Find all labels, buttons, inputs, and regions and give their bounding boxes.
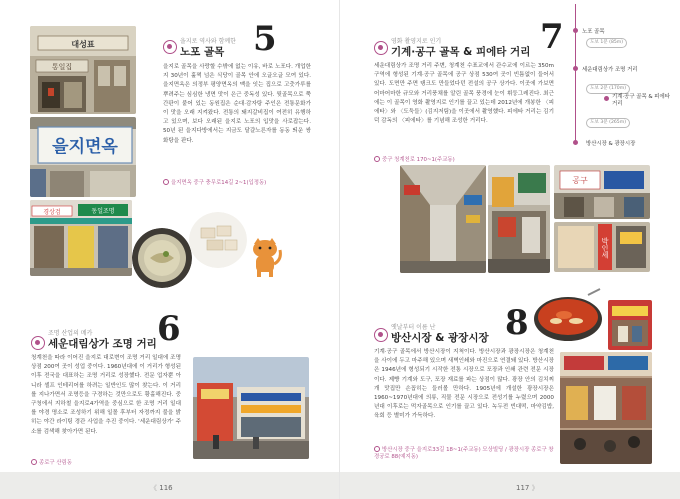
section6-address — [31, 458, 72, 466]
route-stop-4: 방산시장 & 광장시장 — [586, 141, 636, 147]
photo-market-stalls — [560, 352, 652, 464]
section7-address-text: 중구 청계천로 170~1(주교동) — [382, 157, 455, 163]
sign-vertical: 박인세 — [601, 237, 609, 259]
photo-pieta-sign — [554, 222, 650, 272]
page-number-right — [516, 483, 539, 493]
section8-address — [374, 446, 554, 461]
section6-subtitle: 조명 산업의 메카 — [48, 330, 93, 337]
location-icon — [374, 156, 380, 162]
photo-tool-signs — [554, 165, 650, 219]
sign-shop: 동일조명 — [91, 208, 115, 215]
route-sidebar — [564, 0, 680, 170]
photo-old-shops — [30, 26, 136, 114]
section5-address-text: 을지면옥 중구 충무로14길 2~1(입정동) — [171, 180, 267, 186]
section5-body: 을지로 골목을 사랑할 수밖에 없는 이유, 바로 노포다. 개업한 지 30년이 훌쩍 넘은 식당이 골목 안에 오글오글 모여 있다. 을지면옥은 의정부 평양면옥의 맥을 잇는 집으로 고춧가루를 뿌려주는 심심한 냉면 맛이 은근 중독성 있다. 뒷골목으로 쭉 간판이 붙어 있는 동원집은 순대·감자탕 주인은 전통문화가 이 맛을 오래 지켜왔다. 전통의 돼지갈비집이 여전히 유행하고 있으며, 보다 오래된 을지로 노포의 입맛을 사로잡는다. 50년 된 을지다방에서는 지금도 달걀노른자를 동동 띄운 쌍화탕을 판다. — [163, 64, 311, 144]
next-arrow-icon: 》 — [529, 484, 539, 492]
route-distance-3: 도보 3분 (265m) — [586, 118, 630, 128]
photo-bossam — [189, 212, 247, 268]
section6-number: 6 — [157, 309, 181, 349]
section6-body: 청계천을 따라 이어진 을지로 대로변이 조명 거리 일대에 조명 상점 200여 곳이 성업 중이다. 1960년대에 이 거리가 형성된 이후 전국을 대표하는 조명 거리로 성장했다. 전문 업자뿐 아니라 셀프 인테리어를 하려는 일반인도 많이 찾는다. 이 거리를 지나가면서 조명등을 구경하는 것만으로도 황홀해진다. 중구청에서 지하철 을지로4가역을 중심으로 한 조명 거리 일대를 야경 명소로 조성하기 위해 일몰 후부터 자정까지 불을 밝히는 야간 라이팅 경관 사업을 추진 중이다. '세운대림상가' 주소를 검색해 찾아가면 된다. — [31, 355, 181, 435]
section8-address-text: 방산시장 중구 을지로33길 18~1(주교동) 모상빌딩 / 광장시장 종로구 창경궁로 88(예지동) — [374, 447, 554, 460]
photo-lighting-street — [193, 357, 309, 459]
section5-number: 5 — [253, 19, 277, 59]
route-distance-2: 도보 2분 (170m) — [586, 84, 630, 94]
cat-illustration — [248, 236, 284, 278]
section8-body: 기계·공구 골목에서 방산시장이 지척이다. 방산시장과 광장시장은 청계천을 사이에 두고 마주해 있으며 새벽인쇄와 마진으로 연결돼 있다. 방산시장은 1946년에 형성되기 시작한 전통 시장으로 포장과 인쇄 관련 전문 시장이다. 제빵 기계와 도구, 포장 재료를 파는 상점이 많다. 광장 안의 김치찌개 맛집만 손꼽히는 들러볼 만하다. 1905년에 개설한 광장시장은 1960~1970년대에 의류, 직물 전문 시장으로 전성기를 누렸으며 2000년대 이후로는 먹자골목으로 인기를 끌고 있다. 녹두전 빈대떡, 마약김밥, 육회 등 별미가 가득하다. — [374, 349, 554, 420]
section5-subtitle: 을지로 역사와 함께한 — [180, 38, 236, 45]
sign-eulji: 을지면옥 — [52, 137, 118, 157]
section5-address — [163, 178, 266, 186]
location-icon — [374, 446, 380, 452]
sign-market: 공구 — [572, 176, 588, 185]
pin-icon — [31, 336, 45, 350]
pin-icon — [163, 40, 177, 54]
location-icon — [31, 459, 37, 465]
section8-subtitle: 옛날부터 이름 난 — [391, 324, 436, 331]
section6-title: 세운대림상가 조명 거리 — [48, 338, 157, 350]
route-stop-3: 기계·공구 골목 & 피에타 거리 — [612, 94, 670, 107]
page-number-left — [150, 483, 173, 493]
pin-icon — [374, 328, 388, 342]
photo-eulji-sign — [30, 117, 136, 197]
photo-pieta-street — [488, 165, 550, 273]
section7-title: 기계·공구 골목 & 피에타 거리 — [391, 46, 531, 58]
sign-store: 통일집 — [51, 63, 73, 71]
section8-title: 방산시장 & 광장시장 — [391, 332, 489, 344]
photo-tteokbokki — [528, 287, 608, 347]
page-number-left-text: 116 — [159, 484, 173, 492]
route-stop-dot — [573, 28, 578, 33]
section7-subtitle: 영화 촬영지로 인기 — [391, 38, 442, 45]
section7-number: 7 — [540, 17, 564, 57]
route-line — [575, 4, 576, 144]
photo-naengmyeon — [132, 228, 192, 288]
section8-number: 8 — [505, 303, 529, 343]
section7-body: 세운대림상가 조명 거리 주변, 청계천 수표교에서 관수교에 이르는 350m 구역에 형성된 기계·공구 골목에 공구 상점 530여 곳이 빈틈없이 들어서 있다. 도면만 주면 탱크도 만들었다던 전설의 공구 상가다. 이곳에 가보면 어마어마한 규모와 거리풍채를 알린 골목 풍경에 눈이 휘둥그레진다. 최근에는 이 골목이 영화 촬영지로 인기를 끌고 있는데 2012년에 개봉한 〈피에타〉와 〈도둑들〉(김지저팀)을 이곳에서 촬영했다. 피에타 거리는 김기덕 감독의 〈피에타〉를 기념해 조성한 거리다. — [374, 63, 554, 125]
photo-hardware-street — [30, 200, 132, 276]
page-number-right-text: 117 — [516, 484, 530, 492]
section7-address — [374, 155, 455, 163]
section6-address-text: 종로구 산림동 — [39, 460, 72, 466]
sign-old: 대성표 — [71, 40, 95, 49]
location-icon — [163, 179, 169, 185]
route-stop-dot — [604, 96, 609, 101]
right-page — [340, 0, 680, 499]
photo-tool-alley — [400, 165, 486, 273]
prev-arrow-icon: 《 — [150, 484, 160, 492]
photo-gwangjang-market — [608, 300, 652, 350]
route-stop-1: 노포 골목 — [582, 29, 605, 35]
route-stop-2: 세운대림상가 조명 거리 — [582, 67, 638, 73]
pin-icon — [374, 41, 388, 55]
route-distance-1: 도보 1분 (85m) — [586, 38, 627, 48]
route-stop-dot — [573, 140, 578, 145]
section5-title: 노포 골목 — [180, 46, 225, 58]
sign-hardware: 경상검 — [43, 209, 61, 216]
route-stop-dot — [573, 66, 578, 71]
footer-bar — [340, 472, 680, 499]
